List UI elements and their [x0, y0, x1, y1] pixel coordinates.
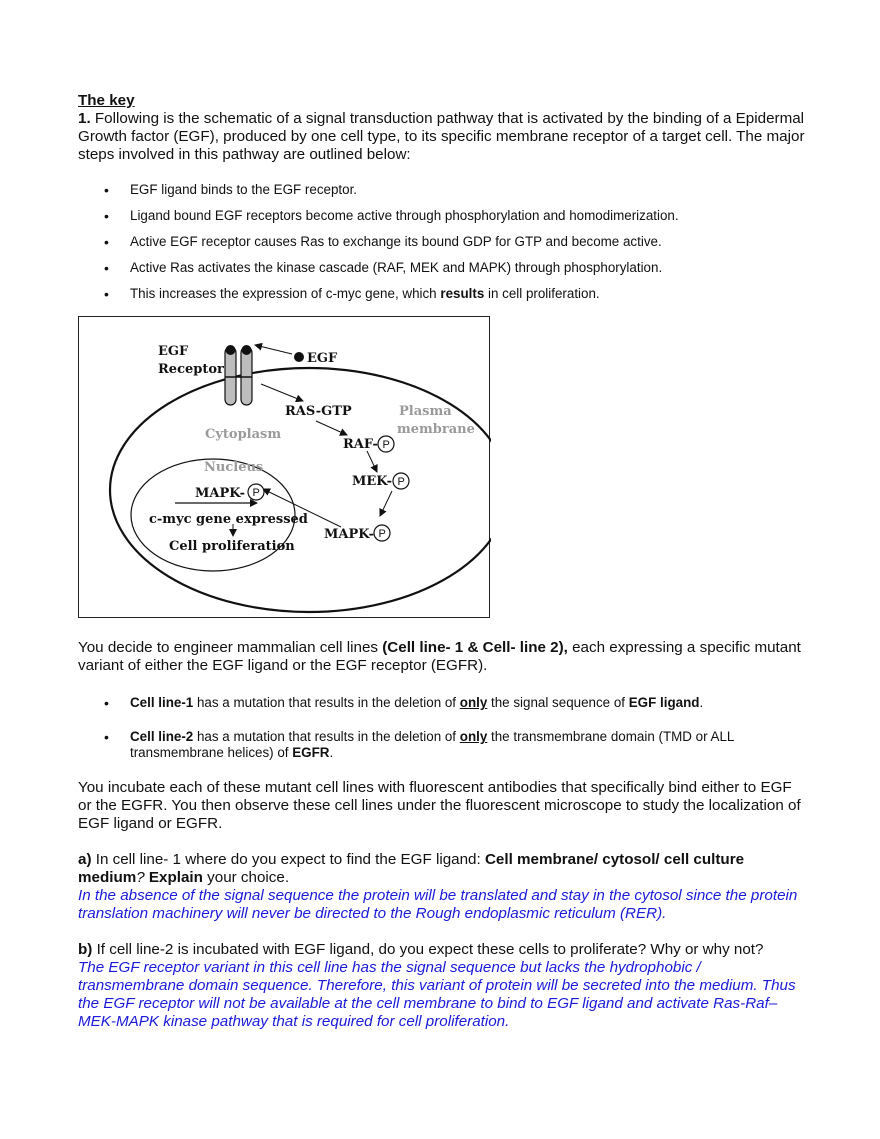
- question-b-text: If cell line-2 is incubated with EGF ligand, do you expect these cells to proliferate? Why or why not?: [92, 941, 764, 958]
- question-a-text: In cell line- 1 where do you expect to find the EGF ligand:: [91, 851, 485, 868]
- list-item: • Active EGF receptor causes Ras to exchange its bound GDP for GTP and become active.: [78, 234, 808, 250]
- question-b: [78, 941, 808, 959]
- answer-a: In the absence of the signal sequence the protein will be translated and stay in the cytosol since the protein translation machinery will never be directed to the Rough endoplasmic reticulum (RER).: [78, 887, 798, 922]
- question-a: [78, 851, 808, 887]
- bullet-bold: results: [440, 286, 485, 301]
- question-a-explain: Explain: [144, 869, 203, 886]
- cell-line-text: has a mutation that results in the deletion of: [193, 695, 460, 710]
- cell-line-text: has a mutation that results in the deletion of: [193, 729, 460, 744]
- receptor-left: [225, 347, 236, 405]
- list-item: • Ligand bound EGF receptors become active through phosphorylation and homodimerization.: [78, 208, 808, 224]
- nucleus-label: Nucleus: [204, 460, 264, 475]
- proliferation-label: Cell proliferation: [169, 539, 295, 554]
- intro-2: [78, 639, 808, 675]
- bound-egf-right: [242, 345, 252, 355]
- phosphate-mapk-cyto: P: [378, 528, 386, 540]
- mek-label: MEK-: [352, 474, 393, 489]
- bound-egf-left: [226, 345, 236, 355]
- ras-gtp-label: RAS-GTP: [285, 404, 352, 419]
- egf-label: EGF: [307, 351, 338, 366]
- question-1-text: [78, 110, 808, 164]
- cell-line-end: .: [699, 695, 704, 710]
- cell-line-name: Cell line-1: [130, 695, 194, 710]
- question-1-body: Following is the schematic of a signal transduction pathway that is activated by the binding of a Epidermal Growth factor (EGF), produced by one cell type, to its specific membrane receptor of a target cell. The major steps involved in this pathway are outlined below:: [78, 110, 805, 163]
- question-1-number: 1.: [78, 110, 91, 127]
- phosphate-raf: P: [382, 439, 390, 451]
- incubation-text: You incubate each of these mutant cell lines with fluorescent antibodies that specifically bind either to EGF or the EGFR. You then observe these cell lines under the fluorescent microscope to study the localization of EGF ligand or EGFR.: [78, 779, 801, 832]
- question-a-mark: ?: [136, 869, 145, 886]
- cell-line-target: EGFR: [292, 745, 330, 760]
- intro-2-text: each expressing a specific mutant variant of either the EGF ligand or the EGF receptor (EGFR).: [78, 639, 801, 674]
- list-item: [78, 729, 808, 761]
- document-page-lower: [78, 639, 808, 1031]
- heading: The key: [78, 92, 135, 109]
- cell-line-target: EGF ligand: [628, 695, 700, 710]
- cell-line-text: the transmembrane domain (TMD or ALL transmembrane helices) of: [130, 729, 734, 760]
- cytoplasm-label: Cytoplasm: [205, 427, 282, 442]
- pathway-diagram-svg: [79, 317, 491, 619]
- pathway-diagram: [78, 316, 490, 618]
- cell-line-name: Cell line-2: [130, 729, 194, 744]
- question-b-label: b): [78, 941, 93, 958]
- cell-line-text: the signal sequence of: [487, 695, 629, 710]
- question-a-text: your choice.: [202, 869, 290, 886]
- cell-lines-list: [78, 695, 808, 761]
- list-item: [78, 695, 808, 711]
- cmyc-label: c-myc gene expressed: [149, 512, 308, 527]
- list-item: • EGF ligand binds to the EGF receptor.: [78, 182, 808, 198]
- plasma-label-2: membrane: [397, 422, 475, 437]
- intro-2-bold: (Cell line- 1 & Cell- line 2),: [382, 639, 568, 656]
- cell-line-end: .: [329, 745, 334, 760]
- cell-line-only: only: [459, 695, 488, 710]
- cell-line-only: only: [459, 729, 488, 744]
- egf-receptor-label-2: Receptor: [158, 362, 224, 377]
- phosphate-mek: P: [397, 476, 405, 488]
- list-item: [78, 286, 808, 302]
- pathway-steps-list: [78, 182, 808, 302]
- raf-label: RAF-: [343, 437, 378, 452]
- intro-2-text: You decide to engineer mammalian cell lines: [78, 639, 383, 656]
- question-a-label: a): [78, 851, 92, 868]
- mapk-cyto-label: MAPK-: [324, 527, 375, 542]
- mapk-nucleus-label: MAPK-: [195, 486, 246, 501]
- bullet-text: This increases the expression of c-myc gene, which: [130, 286, 441, 301]
- receptor-right: [241, 347, 252, 405]
- bullet-text: in cell proliferation.: [484, 286, 600, 301]
- egf-receptor-label-1: EGF: [158, 344, 189, 359]
- free-egf: [294, 352, 304, 362]
- phosphate-mapk-nucleus: P: [252, 487, 260, 499]
- question-a-choices: Cell membrane/ cytosol/ cell culture medium: [78, 851, 745, 886]
- plasma-label-1: Plasma: [399, 404, 452, 419]
- document-page: [78, 92, 808, 302]
- list-item: • Active Ras activates the kinase cascade (RAF, MEK and MAPK) through phosphorylation.: [78, 260, 808, 276]
- answer-b: The EGF receptor variant in this cell line has the signal sequence but lacks the hydrophobic / transmembrane domain sequence. Therefore, this variant of protein will be secreted into the medium. Thus the EGF receptor will not be available at the cell membrane to bind to EGF ligand and activate Ras-Raf–MEK-MAPK kinase pathway that is required for cell proliferation.: [78, 959, 796, 1030]
